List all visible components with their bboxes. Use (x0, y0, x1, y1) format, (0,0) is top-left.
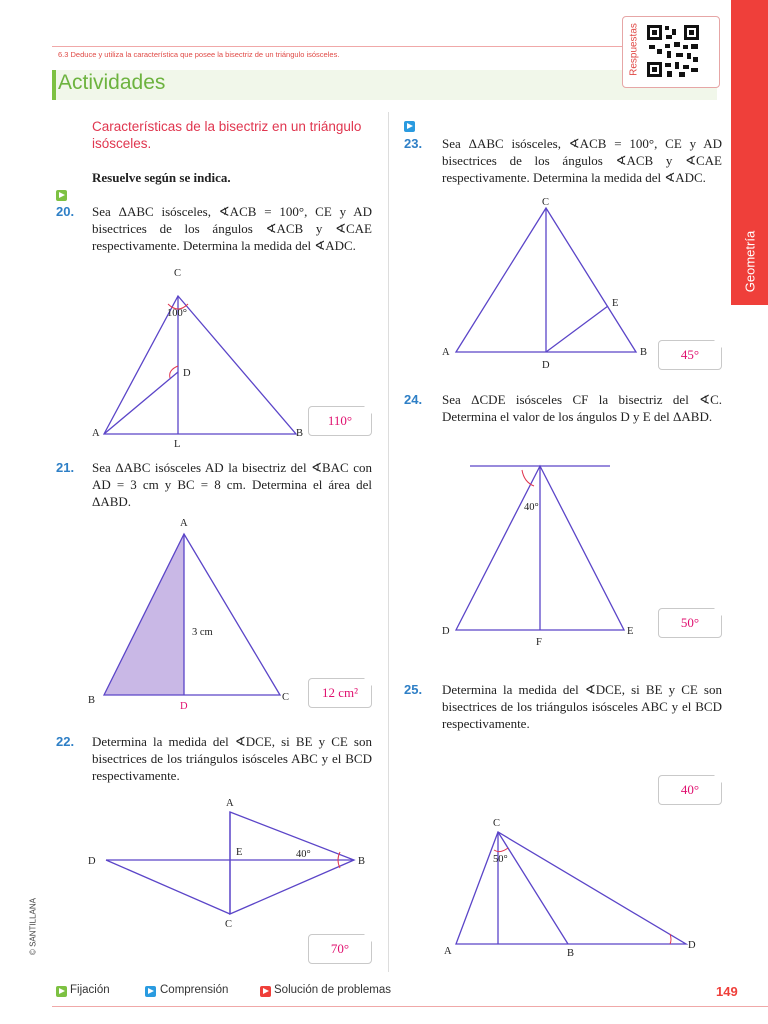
label-b: B (358, 856, 366, 867)
qr-code-icon[interactable] (645, 23, 701, 79)
label-a: A (444, 946, 452, 957)
label-d: D (442, 626, 450, 637)
side-tab-label: Geometría (742, 230, 758, 293)
label-length: 3 cm (192, 627, 213, 638)
legend-comprension: Comprensión (160, 984, 229, 996)
label-c: C (282, 692, 290, 703)
section-title: Características de la bisectriz en un triángulo isósceles. (92, 119, 362, 151)
label-a: A (226, 798, 234, 809)
question-number: 21. (56, 460, 75, 475)
figure-q24 (440, 456, 670, 646)
label-d: D (183, 368, 191, 379)
label-b: B (640, 347, 648, 358)
question-text: Determina la medida del ∢DCE, si BE y CE son bisectrices de los triángulos isósceles ABC y el BCD respectivamente. (442, 682, 722, 731)
column-divider (388, 112, 389, 972)
answer-box: 50° (658, 608, 722, 638)
question-number: 23. (404, 136, 423, 151)
question-number: 22. (56, 734, 75, 749)
label-angle: 40° (524, 502, 539, 513)
question-text: Determina la medida del ∢DCE, si BE y CE son bisectrices de los triángulos isósceles ABC y el BCD respectivamente. (92, 734, 372, 783)
comprension-icon (404, 121, 415, 132)
label-a: A (180, 518, 188, 529)
subtopic-text: 6.3 Deduce y utiliza la característica que posee la bisectriz de un triángulo isósceles. (58, 50, 340, 59)
instruction: Resuelve según se indica. (92, 170, 231, 185)
label-c: C (493, 818, 501, 829)
label-angle: 50° (493, 854, 508, 865)
answer-box: 45° (658, 340, 722, 370)
header-rule (52, 46, 632, 47)
question-number: 25. (404, 682, 423, 697)
label-c: C (174, 268, 182, 279)
label-e: E (627, 626, 634, 637)
title-accent (52, 70, 56, 100)
legend-solucion: Solución de problemas (274, 984, 391, 996)
label-angle: 40° (296, 849, 311, 860)
label-c: C (225, 919, 233, 930)
qr-label: Respuestas (628, 23, 640, 76)
question-text: Sea ΔABC isósceles AD la bisectriz del ∢BAC con AD = 3 cm y BC = 8 cm. Determina el área del ΔABD. (92, 460, 372, 509)
label-d: D (688, 940, 696, 951)
label-b: B (567, 948, 575, 959)
page-number: 149 (716, 984, 738, 999)
copyright: © SANTILLANA (28, 897, 38, 956)
label-b: B (296, 428, 304, 439)
fijacion-icon (56, 190, 67, 201)
label-l: L (174, 439, 181, 450)
label-d: D (88, 856, 96, 867)
figure-q22 (84, 794, 374, 934)
label-f: F (536, 637, 542, 648)
label-a: A (92, 428, 100, 439)
question-text: Sea ΔCDE isósceles CF la bisectriz del ∢C. Determina el valor de los ángulos D y E del ΔABD. (442, 392, 722, 424)
figure-q20 (90, 262, 310, 450)
label-e: E (612, 298, 619, 309)
figure-q25 (438, 812, 708, 962)
question-number: 20. (56, 204, 75, 219)
label-a: A (442, 347, 450, 358)
label-d: D (180, 701, 188, 712)
label-angle: 100° (167, 308, 187, 319)
fijacion-legend-icon (56, 986, 67, 997)
label-d: D (542, 360, 550, 371)
answer-box: 110° (308, 406, 372, 436)
comprension-legend-icon (145, 986, 156, 997)
figure-q21 (84, 516, 304, 711)
label-c: C (542, 197, 550, 208)
answer-box: 12 cm² (308, 678, 372, 708)
label-e: E (236, 847, 243, 858)
footer-rule (52, 1006, 768, 1007)
answer-box: 70° (308, 934, 372, 964)
page-title: Actividades (58, 71, 166, 94)
answer-box: 40° (658, 775, 722, 805)
question-number: 24. (404, 392, 423, 407)
legend-fijacion: Fijación (70, 984, 110, 996)
question-text: Sea ΔABC isósceles, ∢ACB = 100°, CE y AD bisectrices de los ángulos ∢ACB y ∢CAE respectivamente. Determina la medida del ∢ADC. (92, 204, 372, 253)
label-b: B (88, 695, 96, 706)
question-text: Sea ΔABC isósceles, ∢ACB = 100°, CE y AD bisectrices de los ángulos ∢ACB y ∢CAE respectivamente. Determina la medida del ∢ADC. (442, 136, 722, 185)
figure-q23 (436, 194, 666, 369)
solucion-legend-icon (260, 986, 271, 997)
